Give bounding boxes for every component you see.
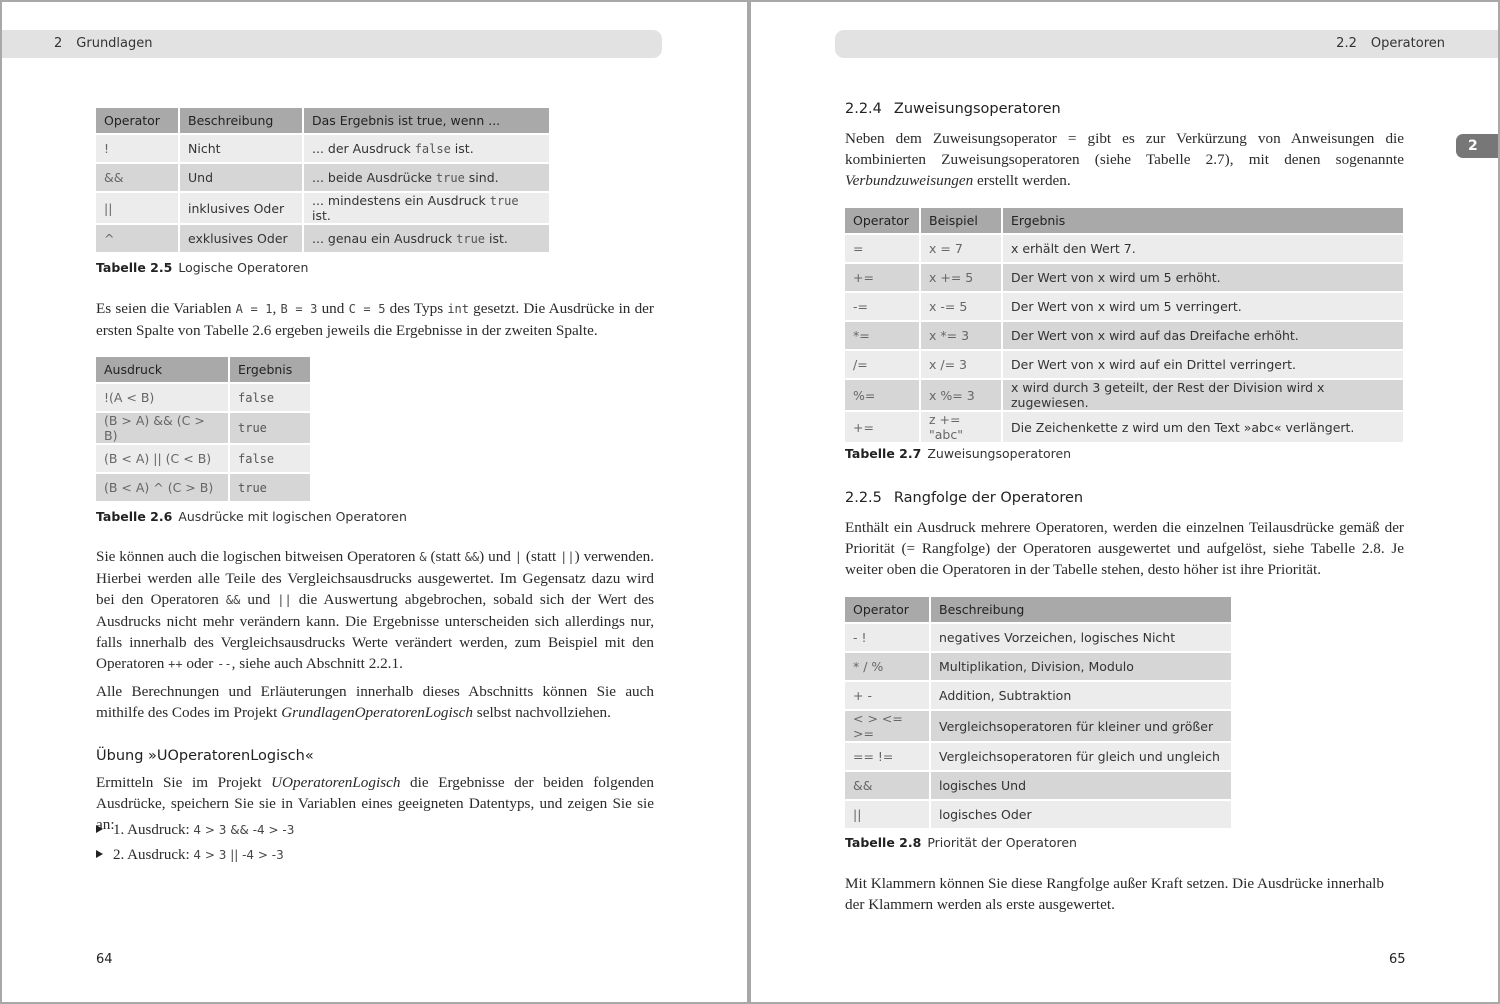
table-row [845, 264, 1403, 291]
code: ++ [168, 657, 183, 671]
table-logical-operators [94, 106, 551, 254]
text: (statt [522, 548, 561, 565]
operator-cell: - ! [845, 624, 929, 651]
item-label: 2. Ausdruck: [113, 847, 194, 863]
operator-cell: == != [845, 743, 929, 770]
result-cell: true [230, 474, 310, 501]
example-cell: x -= 5 [921, 293, 1001, 320]
heading-title: Rangfolge der Operatoren [893, 490, 1084, 506]
text: ) und [479, 548, 515, 565]
table-row [96, 413, 310, 443]
table-row [96, 193, 549, 223]
code: || [560, 550, 575, 564]
description-cell: Addition, Subtraktion [931, 682, 1231, 709]
result-cell: Die Zeichenkette z wird um den Text »abc« verlängert. [1003, 412, 1403, 442]
result-cell: Der Wert von x wird um 5 erhöht. [1003, 264, 1403, 291]
caption-label: Tabelle 2.6 [96, 509, 173, 524]
section-number: 2.2 [1336, 36, 1357, 51]
description-cell: Nicht [180, 135, 302, 162]
text: ... beide Ausdrücke [312, 170, 436, 185]
text: oder [182, 655, 218, 672]
code: true [456, 232, 486, 246]
example-cell: x += 5 [921, 264, 1001, 291]
project-name: UOperatorenLogisch [271, 774, 401, 791]
table-caption [96, 260, 308, 275]
table-row [845, 293, 1403, 320]
table-row [845, 235, 1403, 262]
expression-cell: (B > A) && (C > B) [96, 413, 228, 443]
table-header-row [96, 108, 549, 133]
table-row [845, 624, 1231, 651]
text: die Auswertung abgebrochen, sobald sich der Wert des Ausdrucks nicht mehr verändern kann. Die Ergebnisse unterscheiden sich allerdings nur, falls innerhalb des Vergleichsausdrucks Werte verändert werden, zum Beispiel mit den Operatoren [96, 591, 654, 672]
heading-number: 2.2.5 [845, 490, 882, 506]
paragraph-bitwise [96, 546, 654, 675]
operator-cell: || [845, 801, 929, 828]
project-name: GrundlagenOperatorenLogisch [281, 704, 473, 721]
running-head-left [2, 30, 662, 58]
table-header: Operator [845, 208, 919, 233]
page-number: 65 [1389, 952, 1406, 967]
text: Es seien die Variablen [96, 300, 236, 317]
result-cell: false [230, 384, 310, 411]
text: (statt [426, 548, 465, 565]
bullet-item [96, 847, 284, 864]
result-cell [304, 164, 549, 191]
example-cell: z += "abc" [921, 412, 1001, 442]
term: Verbundzuweisungen [845, 172, 974, 189]
caption-text: Ausdrücke mit logischen Operatoren [178, 509, 407, 524]
table-row [845, 682, 1231, 709]
table-caption [845, 446, 1071, 461]
text: sind. [464, 170, 499, 185]
section-heading [845, 490, 1083, 506]
code: -- [217, 657, 232, 671]
result-cell [304, 135, 549, 162]
operator-cell: && [96, 164, 178, 191]
text: ist. [450, 141, 474, 156]
chapter-title: Grundlagen [76, 36, 153, 51]
table-header: Ausdruck [96, 357, 228, 382]
operator-cell: < > <= >= [845, 711, 929, 741]
result-cell [304, 193, 549, 223]
table-logical-expressions [94, 355, 312, 503]
text: , siehe auch Abschnitt 2.2.1. [231, 655, 403, 672]
table-caption [96, 509, 407, 524]
table-header: Beispiel [921, 208, 1001, 233]
triangle-bullet-icon [96, 850, 103, 858]
code: = [1067, 130, 1077, 147]
caption-text: Priorität der Operatoren [927, 835, 1077, 850]
table-row [845, 801, 1231, 828]
caption-label: Tabelle 2.5 [96, 260, 173, 275]
table-row [96, 445, 310, 472]
example-cell: x = 7 [921, 235, 1001, 262]
table-header: Das Ergebnis ist true, wenn ... [304, 108, 549, 133]
text: ... genau ein Ausdruck [312, 231, 457, 246]
table-row [845, 322, 1403, 349]
text: ) verwenden. Hierbei werden alle Teile des Vergleichsausdrucks ausgewertet. Im Gegensatz dazu wird bei den Operatoren [96, 548, 654, 608]
description-cell: exklusives Oder [180, 225, 302, 252]
page-number: 64 [96, 952, 113, 967]
table-caption [845, 835, 1077, 850]
table-row [845, 351, 1403, 378]
bullet-item [96, 822, 294, 839]
table-row [96, 225, 549, 252]
operator-cell: || [96, 193, 178, 223]
result-cell: Der Wert von x wird auf das Dreifache erhöht. [1003, 322, 1403, 349]
text: Ermitteln Sie im Projekt [96, 774, 272, 791]
code: true [489, 194, 519, 208]
expression-cell: (B < A) ^ (C > B) [96, 474, 228, 501]
text: ... der Ausdruck [312, 141, 415, 156]
table-header-row [845, 597, 1231, 622]
operator-cell: ! [96, 135, 178, 162]
result-cell: false [230, 445, 310, 472]
caption-label: Tabelle 2.7 [845, 446, 922, 461]
example-cell: x *= 3 [921, 322, 1001, 349]
description-cell: Vergleichsoperatoren für kleiner und größer [931, 711, 1231, 741]
table-header: Beschreibung [931, 597, 1231, 622]
right-page [751, 2, 1498, 1002]
code: && [464, 550, 480, 564]
expression-cell: !(A < B) [96, 384, 228, 411]
operator-cell: ^ [96, 225, 178, 252]
description-cell: negatives Vorzeichen, logisches Nicht [931, 624, 1231, 651]
table-row [96, 474, 310, 501]
text: Sie können auch die logischen bitweisen Operatoren [96, 548, 420, 565]
description-cell: Multiplikation, Division, Modulo [931, 653, 1231, 680]
text: des Typs [385, 300, 448, 317]
text: erstellt werden. [973, 172, 1071, 189]
caption-text: Zuweisungsoperatoren [927, 446, 1072, 461]
code: int [447, 302, 469, 316]
text: , [272, 300, 281, 317]
exercise-heading: Übung »UOperatorenLogisch« [96, 748, 314, 764]
code: C = 5 [348, 302, 386, 316]
operator-cell: + - [845, 682, 929, 709]
result-cell: Der Wert von x wird auf ein Drittel verringert. [1003, 351, 1403, 378]
code: A = 1 [235, 302, 273, 316]
table-header-row [845, 208, 1403, 233]
table-operator-priority [843, 595, 1233, 830]
table-row [845, 711, 1231, 741]
code: && [225, 593, 241, 607]
code: 4 > 3 && -4 > -3 [193, 823, 295, 837]
table-header: Operator [845, 597, 929, 622]
result-cell: x erhält den Wert 7. [1003, 235, 1403, 262]
text: die Ergebnisse der beiden folgenden Ausdrücke, speichern Sie sie in Variablen eines geeigneten Datentyps, und zeigen Sie sie an: [96, 774, 654, 833]
section-title: Operatoren [1370, 36, 1445, 51]
table-header-row [96, 357, 310, 382]
description-cell: inklusives Oder [180, 193, 302, 223]
code: || [277, 593, 292, 607]
caption-text: Logische Operatoren [178, 260, 309, 275]
example-cell: x %= 3 [921, 380, 1001, 410]
paragraph-project [96, 681, 654, 723]
running-head-right [835, 30, 1498, 58]
table-header: Operator [96, 108, 178, 133]
paragraph-assignment [845, 128, 1404, 191]
result-cell [304, 225, 549, 252]
operator-cell: * / % [845, 653, 929, 680]
description-cell: Und [180, 164, 302, 191]
result-cell: Der Wert von x wird um 5 verringert. [1003, 293, 1403, 320]
description-cell: Vergleichsoperatoren für gleich und ungleich [931, 743, 1231, 770]
code: | [514, 550, 523, 564]
operator-cell: %= [845, 380, 919, 410]
operator-cell: += [845, 264, 919, 291]
table-row [845, 653, 1231, 680]
paragraph-variables [96, 298, 654, 341]
table-header: Ergebnis [230, 357, 310, 382]
operator-cell: *= [845, 322, 919, 349]
operator-cell: -= [845, 293, 919, 320]
table-row [845, 412, 1403, 442]
text: und [317, 300, 349, 317]
result-cell: x wird durch 3 geteilt, der Rest der Division wird x zugewiesen. [1003, 380, 1403, 410]
caption-label: Tabelle 2.8 [845, 835, 922, 850]
code: & [419, 550, 427, 564]
operator-cell: /= [845, 351, 919, 378]
description-cell: logisches Oder [931, 801, 1231, 828]
operator-cell: += [845, 412, 919, 442]
text: ist. [312, 208, 331, 223]
text: und [240, 591, 278, 608]
text: Neben dem Zuweisungsoperator [845, 130, 1068, 147]
result-cell: true [230, 413, 310, 443]
paragraph-precedence: Enthält ein Ausdruck mehrere Operatoren, werden die einzelnen Teilausdrücke gemäß der Priorität (= Rangfolge) der Operatoren ausgewertet und aufgelöst, siehe Tabelle 2.8. Je weiter oben die Operatoren in der Tabelle stehen, desto höher ist ihre Priorität. [845, 519, 1404, 578]
text: ist. [485, 231, 508, 246]
item-label: 1. Ausdruck: [113, 822, 194, 838]
description-cell: logisches Und [931, 772, 1231, 799]
heading-number: 2.2.4 [845, 101, 882, 117]
code: 4 > 3 || -4 > -3 [193, 848, 284, 862]
code: false [414, 142, 451, 156]
table-row [96, 135, 549, 162]
example-cell: x /= 3 [921, 351, 1001, 378]
operator-cell: = [845, 235, 919, 262]
triangle-bullet-icon [96, 825, 103, 833]
text: gibt es zur Verkürzung von Anweisungen die kombinierten Zuweisungsoperatoren (siehe Tabelle 2.7), mit denen sogenannte [845, 130, 1404, 168]
table-row [96, 164, 549, 191]
table-row [96, 384, 310, 411]
left-page [2, 2, 747, 1002]
section-heading [845, 101, 1061, 117]
chapter-thumb-tab: 2 [1456, 134, 1498, 158]
table-row [845, 772, 1231, 799]
heading-title: Zuweisungsoperatoren [893, 101, 1061, 117]
table-assignment-operators [843, 206, 1405, 444]
code: B = 3 [280, 302, 318, 316]
code: true [435, 171, 465, 185]
table-header: Ergebnis [1003, 208, 1403, 233]
text: gesetzt. Die Ausdrücke in der ersten Spalte von Tabelle 2.6 ergeben jeweils die Ergebnisse in der zweiten Spalte. [96, 300, 654, 339]
text: ... mindestens ein Ausdruck [312, 193, 490, 208]
table-row [845, 380, 1403, 410]
expression-cell: (B < A) || (C < B) [96, 445, 228, 472]
chapter-number: 2 [54, 36, 63, 51]
text: Alle Berechnungen und Erläuterungen innerhalb dieses Abschnitts können Sie auch mithilfe des Codes im Projekt [96, 683, 654, 721]
table-row [845, 743, 1231, 770]
table-header: Beschreibung [180, 108, 302, 133]
operator-cell: && [845, 772, 929, 799]
text: selbst nachvollziehen. [473, 704, 611, 721]
paragraph-brackets: Mit Klammern können Sie diese Rangfolge außer Kraft setzen. Die Ausdrücke innerhalb der Klammern werden als erste ausgewertet. [845, 875, 1384, 913]
